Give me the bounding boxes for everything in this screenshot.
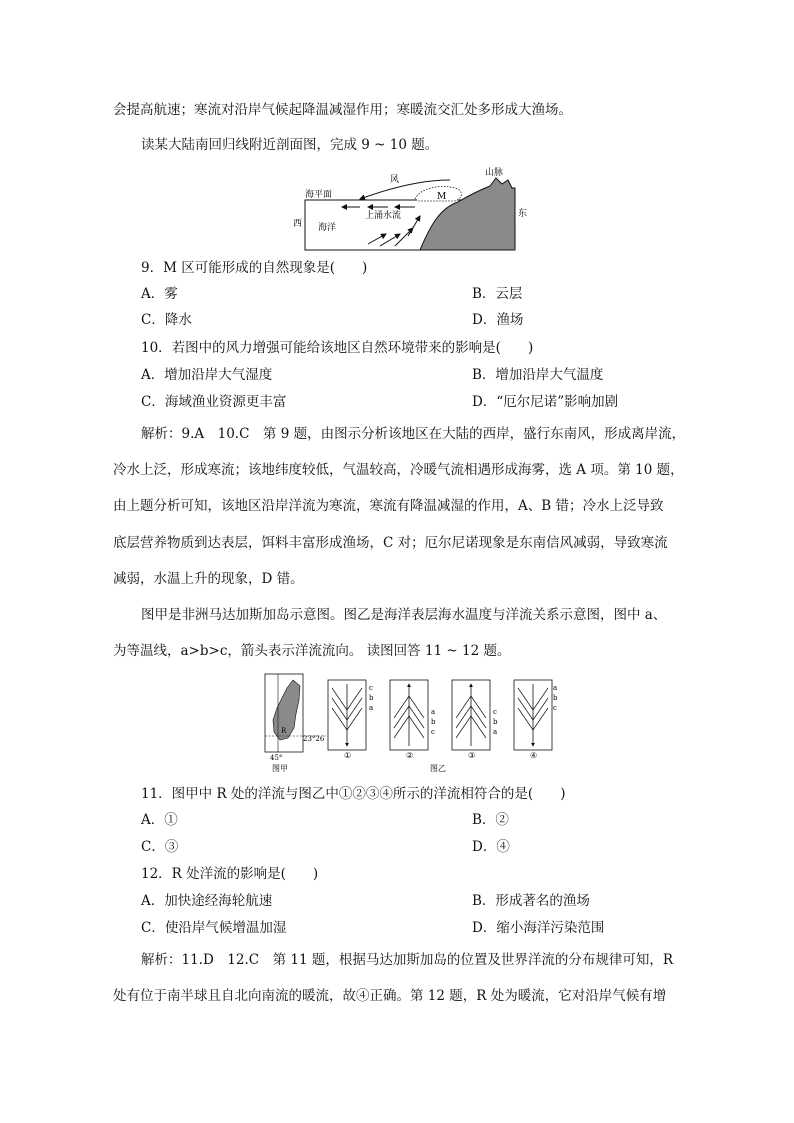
analysis-line: 冷水上泛，形成寒流；该地纬度较低，气温较高，冷暖气流相遇形成海雾，选 A 项。第 10 题， xyxy=(113,462,684,478)
panel-number: ④ xyxy=(530,751,538,760)
q12-option-d: D．缩小海洋污染范围 xyxy=(472,920,605,936)
madagascar-island xyxy=(273,680,300,740)
isotherm-label: a xyxy=(553,684,558,692)
q12-option-a: A．加快途经海轮航速 xyxy=(141,893,273,909)
q9-option-b: B．云层 xyxy=(472,286,523,302)
analysis-line: 解析：9.A 10.C 第 9 题，由图示分析该地区在大陆的西岸，盛行东南风，形成离岸流， xyxy=(141,426,686,442)
isotherm-label: c xyxy=(431,728,435,736)
panel-number: ② xyxy=(406,751,414,760)
text-line: 图甲是非洲马达加斯加岛示意图。图乙是海洋表层海水温度与洋流关系示意图，图中 a、 xyxy=(141,607,667,623)
isotherm-label: b xyxy=(493,718,498,726)
upwelling-arrow xyxy=(368,234,386,244)
q9-option-a: A．雾 xyxy=(141,286,178,302)
isotherm-label: c xyxy=(369,684,373,692)
isotherm-label: b xyxy=(553,694,558,702)
isotherm-label: c xyxy=(493,708,497,716)
text-line: 为等温线，a>b>c，箭头表示洋流流向。 读图回答 11 ~ 12 题。 xyxy=(113,643,511,659)
isotherm-label: c xyxy=(553,704,557,712)
q11-option-a: A．① xyxy=(141,812,178,828)
text-line: 会提高航速；寒流对沿岸气候起降温减湿作用；寒暖流交汇处多形成大渔场。 xyxy=(113,102,572,118)
wind-label: 风 xyxy=(390,175,400,185)
mountain-label: 山脉 xyxy=(485,168,504,178)
question-9-stem: 9．M 区可能形成的自然现象是( ) xyxy=(141,260,368,276)
profile-figure xyxy=(290,166,535,254)
q9-option-c: C．降水 xyxy=(141,312,192,328)
q10-option-c: C．海域渔业资源更丰富 xyxy=(141,394,287,410)
isotherm-label: a xyxy=(493,728,498,736)
question-11-stem: 11．图甲中 R 处的洋流与图乙中①②③④所示的洋流相符合的是( ) xyxy=(141,786,566,802)
isotherm-label: a xyxy=(369,704,374,712)
isotherm-label: b xyxy=(369,694,374,702)
sea-level-label: 海平面 xyxy=(305,190,333,200)
panel-number: ① xyxy=(344,751,352,760)
ocean-label: 海洋 xyxy=(318,223,337,233)
q10-option-d: D．“厄尔尼诺”影响加剧 xyxy=(472,394,619,410)
text-line: 读某大陆南回归线附近剖面图，完成 9 ~ 10 题。 xyxy=(141,137,439,153)
analysis-line: 处有位于南半球且自北向南流的暖流，故④正确。第 12 题，R 处为暖流，它对沿岸气候有增 xyxy=(113,988,667,1004)
q11-option-d: D．④ xyxy=(472,839,510,855)
r-label: R xyxy=(281,727,287,735)
longitude-label: 45° xyxy=(270,754,283,762)
upwelling-arrow xyxy=(408,216,420,236)
analysis-line: 底层营养物质到达表层，饵料丰富形成渔场，C 对；厄尔尼诺现象是东南信风减弱，导致寒流 xyxy=(113,535,668,551)
yi-caption: 图乙 xyxy=(430,764,446,773)
isotherm-label: b xyxy=(431,718,436,726)
q11-option-b: B．② xyxy=(472,812,509,828)
question-12-stem: 12．R 处洋流的影响是( ) xyxy=(141,866,319,882)
q10-option-a: A．增加沿岸大气湿度 xyxy=(141,367,273,383)
panel-number: ③ xyxy=(468,751,476,760)
question-10-stem: 10．若图中的风力增强可能给该地区自然环境带来的影响是( ) xyxy=(141,340,534,356)
q11-option-c: C．③ xyxy=(141,839,179,855)
jia-caption: 图甲 xyxy=(272,764,288,773)
q12-option-c: C．使沿岸气候增温加湿 xyxy=(141,920,287,936)
latitude-label: 23°26′ xyxy=(303,735,326,743)
east-label: 东 xyxy=(518,209,528,219)
q10-option-b: B．增加沿岸大气温度 xyxy=(472,367,604,383)
upwelling-label: 上涌水流 xyxy=(365,211,402,221)
upwelling-arrow xyxy=(395,228,413,246)
q9-option-d: D．渔场 xyxy=(472,312,524,328)
m-label: M xyxy=(437,192,447,202)
analysis-line: 由上题分析可知，该地区沿岸洋流为寒流，寒流有降温减湿的作用，A、B 错；冷水上泛导致 xyxy=(113,498,664,514)
west-label: 西 xyxy=(293,219,303,229)
q12-option-b: B．形成著名的渔场 xyxy=(472,893,590,909)
current-figure xyxy=(260,672,560,776)
isotherm-label: a xyxy=(431,708,436,716)
analysis-line: 解析：11.D 12.C 第 11 题，根据马达加斯加岛的位置及世界洋流的分布规律可知，R xyxy=(141,952,674,968)
analysis-line: 减弱，水温上升的现象，D 错。 xyxy=(113,571,304,587)
